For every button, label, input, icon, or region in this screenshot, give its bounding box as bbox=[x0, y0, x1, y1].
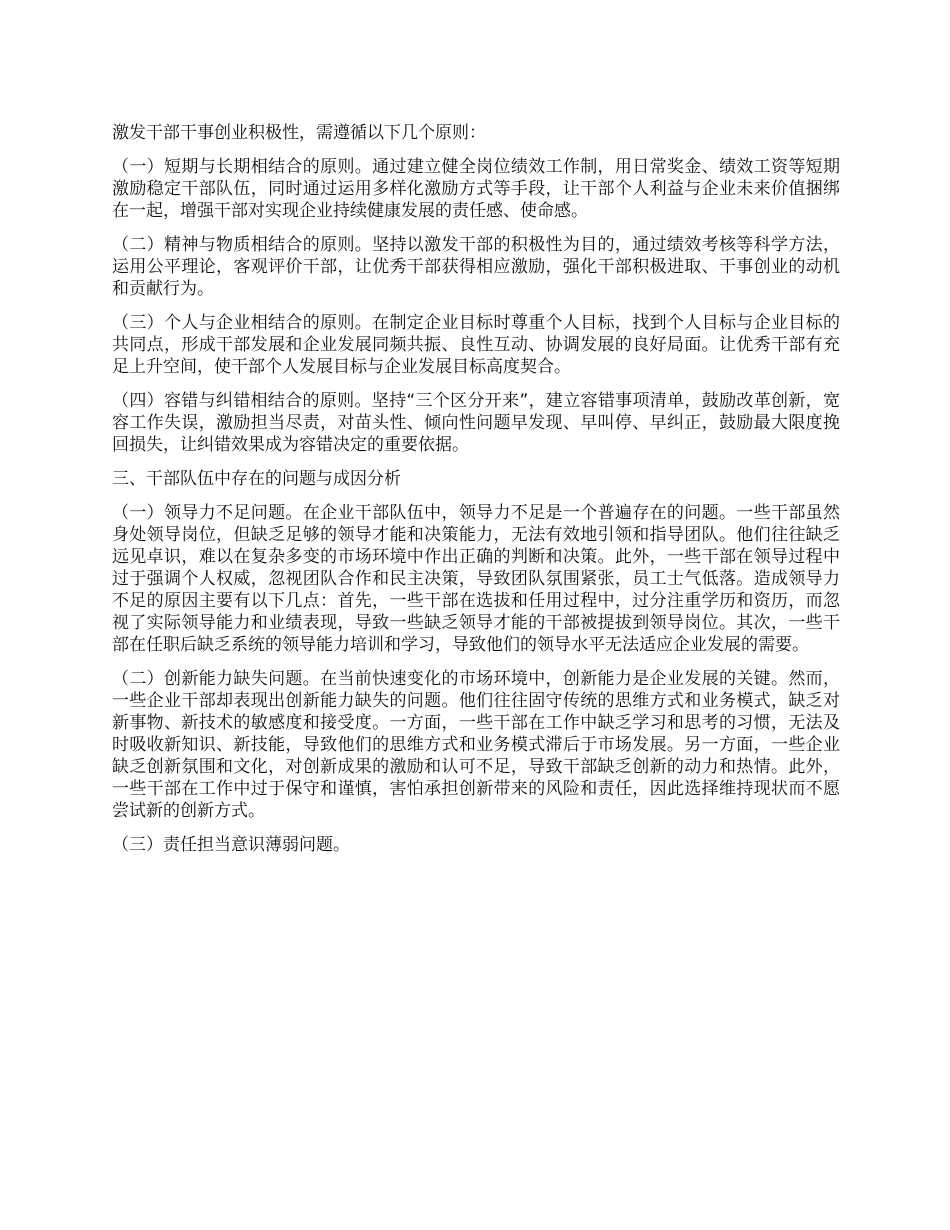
principle-paragraph-3: （三）个人与企业相结合的原则。在制定企业目标时尊重个人目标，找到个人目标与企业目标的共同点，形成干部发展和企业发展同频共振、良性互动、协调发展的良好局面。让优秀干部有充足上升空间，使干部个人发展目标与企业发展目标高度契合。 bbox=[112, 313, 840, 377]
intro-paragraph: 激发干部干事创业积极性，需遵循以下几个原则： bbox=[112, 123, 486, 143]
problem-paragraph-1: （一）领导力不足问题。在企业干部队伍中，领导力不足是一个普遍存在的问题。一些干部虽然身处领导岗位，但缺乏足够的领导才能和决策能力，无法有效地引领和指导团队。他们往往缺乏远见卓识，难以在复杂多变的市场环境中作出正确的判断和决策。此外，一些干部在领导过程中过于强调个人权威，忽视团队合作和民主决策，导致团队氛围紧张，员工士气低落。造成领导力不足的原因主要有以下几点：首先，一些干部在选拔和任用过程中，过分注重学历和资历，而忽视了实际领导能力和业绩表现，导致一些缺乏领导才能的干部被提拔到领导岗位。其次，一些干部在任职后缺乏系统的领导能力培训和学习，导致他们的领导水平无法适应企业发展的需要。 bbox=[112, 503, 840, 655]
principle-paragraph-2: （二）精神与物质相结合的原则。坚持以激发干部的积极性为目的，通过绩效考核等科学方法，运用公平理论，客观评价干部，让优秀干部获得相应激励，强化干部积极进取、干事创业的动机和贡献行为。 bbox=[112, 235, 840, 299]
principle-paragraph-1: （一）短期与长期相结合的原则。通过建立健全岗位绩效工作制，用日常奖金、绩效工资等短期激励稳定干部队伍，同时通过运用多样化激励方式等手段，让干部个人利益与企业未来价值捆绑在一起，增强干部对实现企业持续健康发展的责任感、使命感。 bbox=[112, 157, 840, 221]
problem-paragraph-3: （三）责任担当意识薄弱问题。 bbox=[112, 835, 350, 855]
section-heading: 三、干部队伍中存在的问题与成因分析 bbox=[112, 469, 401, 489]
problem-paragraph-2: （二）创新能力缺失问题。在当前快速变化的市场环境中，创新能力是企业发展的关键。然而，一些企业干部却表现出创新能力缺失的问题。他们往往固守传统的思维方式和业务模式，缺乏对新事物、新技术的敏感度和接受度。一方面，一些干部在工作中缺乏学习和思考的习惯，无法及时吸收新知识、新技能，导致他们的思维方式和业务模式滞后于市场发展。另一方面，一些企业缺乏创新氛围和文化，对创新成果的激励和认可不足，导致干部缺乏创新的动力和热情。此外，一些干部在工作中过于保守和谨慎，害怕承担创新带来的风险和责任，因此选择维持现状而不愿尝试新的创新方式。 bbox=[112, 669, 840, 821]
document-page bbox=[112, 122, 840, 868]
principle-paragraph-4: （四）容错与纠错相结合的原则。坚持“三个区分开来”，建立容错事项清单，鼓励改革创新，宽容工作失误，激励担当尽责，对苗头性、倾向性问题早发现、早叫停、早纠正，鼓励最大限度挽回损失，让纠错效果成为容错决定的重要依据。 bbox=[112, 391, 840, 455]
